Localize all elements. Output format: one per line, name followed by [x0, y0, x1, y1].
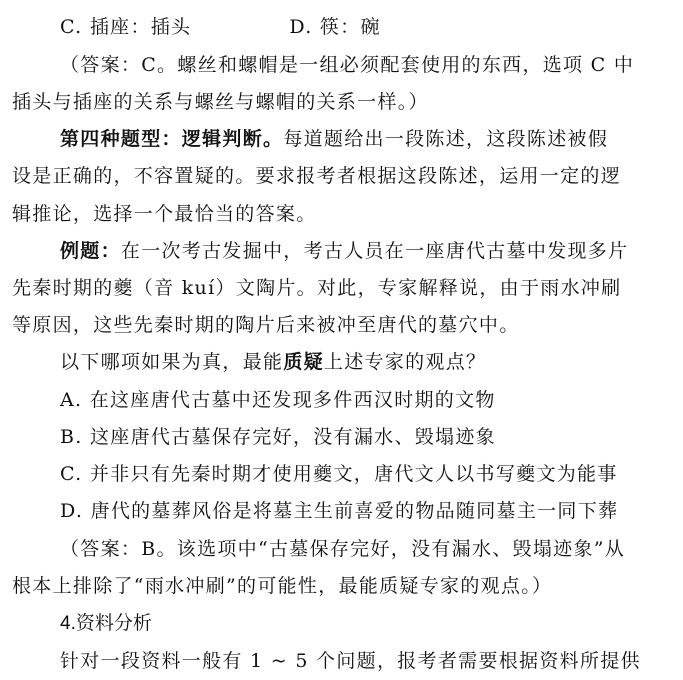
answer1-line2: 插头与插座的关系与螺丝与螺帽的关系一样。）: [12, 91, 429, 113]
option-c-prev: C. 插座：插头: [60, 16, 192, 38]
option-d-prev: D. 筷：碗: [289, 16, 381, 38]
example-text: 在一次考古发掘中，考古人员在一座唐代古墓中发现多片: [120, 240, 629, 262]
example-line2: 先秦时期的夔（音 kuí）文陶片。对此，专家解释说，由于雨水冲刷: [12, 277, 622, 299]
option-a: A. 在这座唐代古墓中还发现多件西汉时期的文物: [60, 389, 496, 411]
option-b: B. 这座唐代古墓保存完好，没有漏水、毁塌迹象: [60, 426, 496, 448]
options-line-prev: [60, 18, 381, 37]
type4-text: 每道题给出一段陈述，这段陈述被假: [283, 128, 609, 150]
option-c: C. 并非只有先秦时期才使用夔文，唐代文人以书写夔文为能事: [60, 463, 618, 485]
option-d: D. 唐代的墓葬风俗是将墓主生前喜爱的物品随同墓主一同下葬: [60, 500, 619, 522]
example-label: 例题：: [60, 240, 121, 262]
question-post: 上述专家的观点？: [323, 351, 487, 373]
section4-line1: 针对一段资料一般有 1 ~ 5 个问题，报考者需要根据资料所提供: [60, 650, 641, 672]
example-question: [60, 353, 486, 372]
type4-line2: 设是正确的，不容置疑的。要求报考者根据这段陈述，运用一定的逻: [12, 165, 622, 187]
question-pre: 以下哪项如果为真，最能: [60, 351, 284, 373]
question-bold: 质疑: [283, 351, 324, 373]
answer2-line1: （答案：B。该选项中“古墓保存完好，没有漏水、毁塌迹象”从: [60, 538, 626, 560]
answer1-line1: （答案：C。螺丝和螺帽是一组必须配套使用的东西，选项 C 中: [60, 54, 635, 76]
answer2-line2: 根本上排除了“雨水冲刷”的可能性，最能质疑专家的观点。）: [12, 575, 553, 597]
type4-line1: [60, 130, 608, 149]
type4-title: 第四种题型：逻辑判断。: [60, 128, 284, 150]
section4-heading: 4.资料分析: [60, 613, 152, 634]
example-line3: 等原因，这些先秦时期的陶片后来被冲至唐代的墓穴中。: [12, 314, 520, 336]
type4-line3: 辑推论，选择一个最恰当的答案。: [12, 203, 317, 225]
example-line1: [60, 242, 628, 261]
